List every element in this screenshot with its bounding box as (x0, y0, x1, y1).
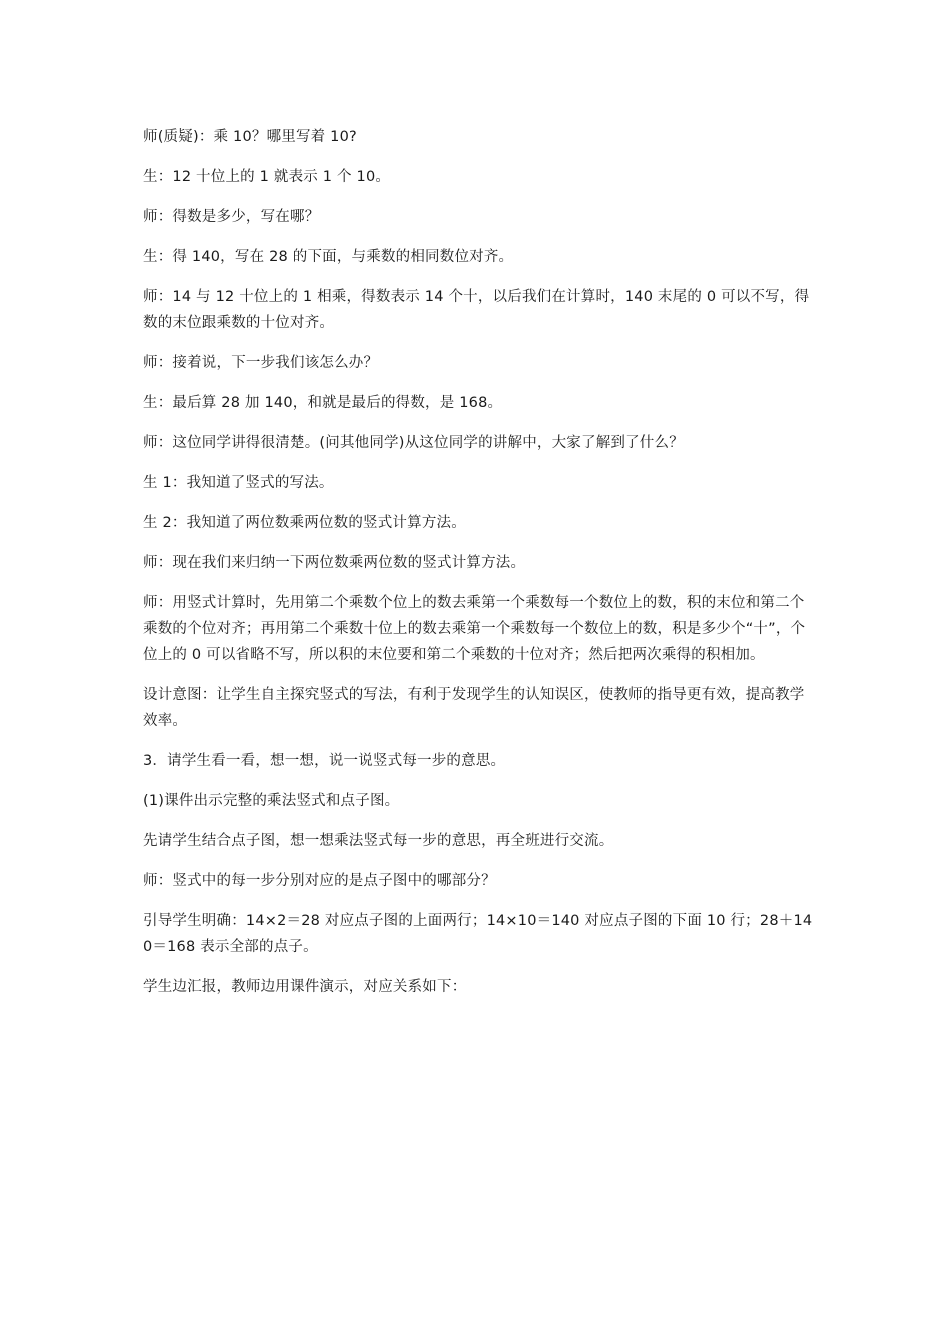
paragraph-student-tens-digit: 生：12 十位上的 1 就表示 1 个 10。 (143, 169, 391, 185)
paragraph-students-report: 学生边汇报，教师边用课件演示，对应关系如下： (143, 979, 467, 995)
paragraph-teacher-result-where: 师：得数是多少，写在哪？ (143, 209, 320, 225)
paragraph-student-2: 生 2：我知道了两位数乘两位数的竖式计算方法。 (143, 515, 466, 531)
document-body (143, 124, 813, 1014)
paragraph-teacher-next-step: 师：接着说，下一步我们该怎么办？ (143, 355, 379, 371)
paragraph-dot-diagram: 先请学生结合点子图，想一想乘法竖式每一步的意思，再全班进行交流。 (143, 833, 614, 849)
paragraph-courseware-show: (1)课件出示完整的乘法竖式和点子图。 (143, 793, 400, 809)
paragraph-guide-students: 引导学生明确：14×2＝28 对应点子图的上面两行；14×10＝140 对应点子图的下面 10 行；28＋140＝168 表示全部的点子。 (143, 913, 813, 955)
paragraph-teacher-clear-explanation: 师：这位同学讲得很清楚。(问其他同学)从这位同学的讲解中，大家了解到了什么？ (143, 435, 684, 451)
paragraph-teacher-method: 师：用竖式计算时，先用第二个乘数个位上的数去乘第一个乘数每一个数位上的数，积的末位和第二个乘数的个位对齐；再用第二个乘数十位上的数去乘第一个乘数每一个数位上的数，积是多少个“十”，个位上的 0 可以省略不写，所以积的末位要和第二个乘数的十位对齐；然后把两次乘得的积相加。 (143, 595, 806, 663)
paragraph-teacher-correspondence: 师：竖式中的每一步分别对应的是点子图中的哪部分？ (143, 873, 496, 889)
paragraph-student-sum-168: 生：最后算 28 加 140，和就是最后的得数，是 168。 (143, 395, 503, 411)
paragraph-teacher-14-times-tens: 师：14 与 12 十位上的 1 相乘，得数表示 14 个十，以后我们在计算时，140 末尾的 0 可以不写，得数的末位跟乘数的十位对齐。 (143, 289, 810, 331)
paragraph-student-1: 生 1：我知道了竖式的写法。 (143, 475, 334, 491)
paragraph-teacher-summarize: 师：现在我们来归纳一下两位数乘两位数的竖式计算方法。 (143, 555, 526, 571)
paragraph-student-140: 生：得 140，写在 28 的下面，与乘数的相同数位对齐。 (143, 249, 514, 265)
paragraph-design-intent: 设计意图：让学生自主探究竖式的写法，有利于发现学生的认知误区，使教师的指导更有效，提高教学效率。 (143, 687, 805, 729)
paragraph-teacher-question: 师(质疑)：乘 10？哪里写着 10? (143, 129, 357, 145)
paragraph-step-3: 3．请学生看一看，想一想，说一说竖式每一步的意思。 (143, 753, 506, 769)
